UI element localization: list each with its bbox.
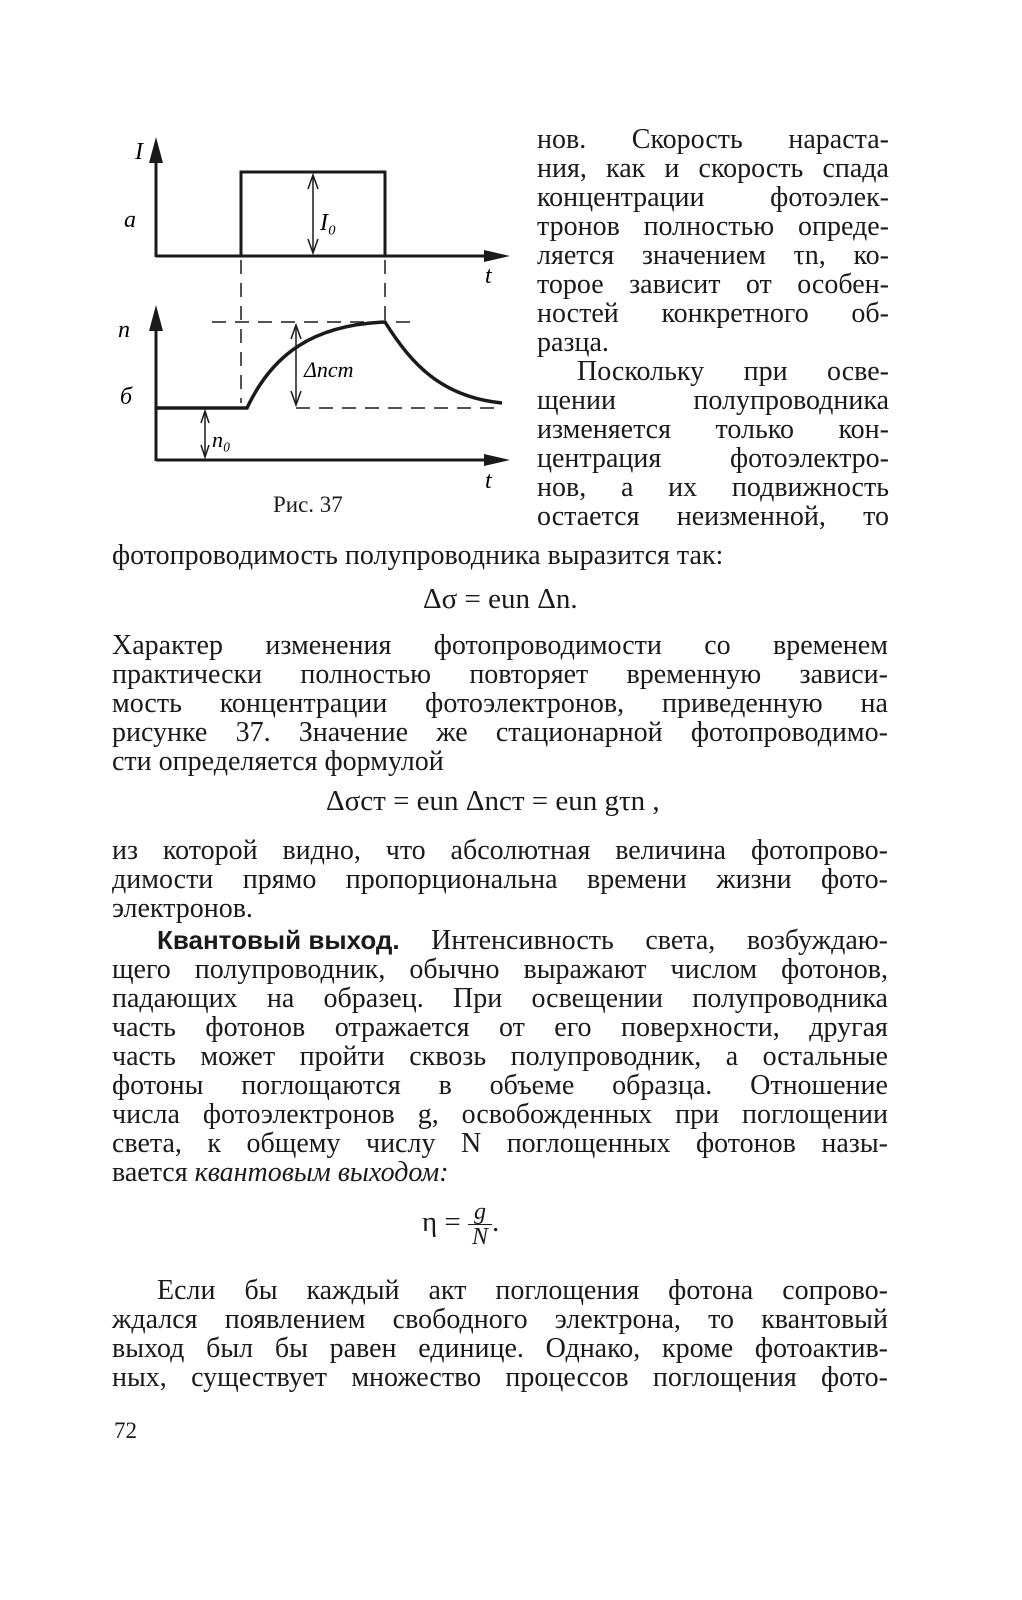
word: существует (191, 1362, 328, 1393)
label-a: а (124, 207, 136, 233)
text-line (112, 1305, 888, 1334)
text-line (112, 1334, 888, 1363)
axis-i-arrow (149, 137, 163, 163)
word: числу (365, 1128, 436, 1159)
word: Отношение (750, 1070, 888, 1101)
word: бы (244, 1275, 278, 1306)
word: которой (162, 835, 258, 866)
word: τn, (793, 240, 826, 271)
text-line (537, 357, 889, 386)
text-line (537, 299, 889, 328)
word: а (725, 1041, 739, 1072)
eq3-denominator: N (472, 1224, 489, 1250)
word: их (668, 472, 698, 503)
word: свободного (392, 1304, 528, 1335)
text-line (112, 747, 888, 776)
text-line (537, 415, 889, 444)
text-line (112, 1100, 888, 1129)
word: поглощения (652, 1362, 797, 1393)
word: освещении (531, 983, 664, 1014)
word: что (385, 835, 426, 866)
word: рисунке (112, 717, 208, 748)
word: Если (157, 1275, 216, 1306)
word: при (675, 1099, 720, 1130)
label-i0: I₀ (320, 210, 337, 236)
word: электронов. (112, 893, 253, 924)
word: поглощенных (506, 1128, 671, 1159)
label-i: I (135, 139, 143, 165)
word: и (664, 153, 680, 184)
word: ностей (537, 298, 619, 329)
word: торое (537, 269, 604, 300)
word: практически (112, 659, 263, 690)
word: обычно (409, 954, 500, 985)
word: вается (112, 1157, 195, 1188)
text-line (537, 444, 889, 473)
text-line (112, 836, 888, 865)
word: прямо (242, 864, 317, 895)
word: кон- (838, 414, 889, 445)
word: выход (112, 1333, 185, 1364)
word: часть (112, 1041, 176, 1072)
word: образец. (323, 983, 424, 1014)
word: фотоэлек- (770, 182, 889, 213)
word: Скорость (631, 124, 743, 155)
word: света, (112, 1128, 182, 1159)
word: Поскольку (577, 356, 705, 387)
text-line (112, 1071, 888, 1100)
word: акт (428, 1275, 467, 1306)
word: нов. (537, 124, 587, 155)
word: фотоэлектронов, (425, 688, 625, 719)
word: фото- (821, 1362, 888, 1393)
word: ных, (112, 1362, 167, 1393)
word: приведенную (661, 688, 823, 719)
page-number: 72 (114, 1418, 137, 1443)
word: Значение (298, 717, 409, 748)
word: объеме (489, 1070, 575, 1101)
figure-caption: Рис. 37 (273, 492, 343, 517)
eq3-numerator: g (468, 1200, 492, 1225)
word: освобожденных (461, 1099, 653, 1130)
word: мость (112, 688, 182, 719)
word: ляется (537, 240, 615, 271)
word: сопрово- (782, 1275, 888, 1306)
text-line (112, 631, 888, 660)
word: фотона (668, 1275, 754, 1306)
para1-last-line (112, 541, 888, 570)
word: поглощения (495, 1275, 640, 1306)
paragraph-3 (112, 836, 888, 923)
axis-t-top-arrow (484, 250, 510, 262)
text-line (112, 865, 888, 894)
word: временем (773, 630, 888, 661)
word: фото- (821, 864, 888, 895)
text-line (112, 926, 888, 955)
text-line (112, 660, 888, 689)
word: опреде- (797, 211, 889, 242)
word: полупроводника (692, 983, 888, 1014)
word: фотоактив- (754, 1333, 888, 1364)
word: фотопрово- (750, 835, 888, 866)
word: каждый (306, 1275, 400, 1306)
word: особен- (797, 269, 889, 300)
word: об- (851, 298, 889, 329)
word: бы (274, 1333, 308, 1364)
word: а (620, 472, 634, 503)
side-text-column (537, 125, 889, 531)
text-line: фотопроводимость полупроводника выразится так: (112, 540, 724, 571)
word: сквозь (409, 1041, 487, 1072)
word: пройти (299, 1041, 385, 1072)
word: жизни (716, 864, 792, 895)
axis-t-bottom-arrow (484, 454, 510, 466)
word: изменения (265, 630, 392, 661)
label-t-bottom: t (485, 468, 492, 494)
word: зависит (629, 269, 721, 300)
word: скорость (698, 153, 804, 184)
word: при (743, 356, 788, 387)
word: конкретного (661, 298, 809, 329)
text-line (112, 1129, 888, 1158)
word: квантовый (761, 1304, 888, 1335)
term-italic: квантовым выходом: (194, 1157, 449, 1188)
word: стационарной (495, 717, 663, 748)
label-n: n (118, 317, 130, 343)
word: со (704, 630, 731, 661)
word: подвижность (731, 472, 889, 503)
word: тронов (537, 211, 620, 242)
text-line (112, 1013, 888, 1042)
text-line (112, 1363, 888, 1392)
word: полупроводника (693, 385, 889, 416)
paragraph-2 (112, 631, 888, 776)
word: фотонов (205, 1012, 306, 1043)
label-b: б (120, 384, 133, 410)
word: остается (537, 501, 640, 532)
word: ния, (537, 153, 587, 184)
paragraph-5 (112, 1276, 888, 1392)
word: N (460, 1128, 482, 1159)
word: падающих (112, 983, 238, 1014)
word: только (715, 414, 794, 445)
word: значением (641, 240, 766, 271)
word: зависи- (799, 659, 888, 690)
text-line (112, 1042, 888, 1071)
eq3-end: . (492, 1206, 500, 1239)
word: остальные (762, 1041, 888, 1072)
word: от (745, 269, 772, 300)
word: образца. (612, 1070, 713, 1101)
word: пропорциональна (345, 864, 558, 895)
word: поглощении (742, 1099, 888, 1130)
word: числом (670, 954, 758, 985)
label-delta-n: Δnст (304, 357, 354, 382)
text-line (112, 718, 888, 747)
word: временную (626, 659, 762, 690)
word: его (554, 1012, 592, 1043)
text-line (537, 212, 889, 241)
word: на (266, 983, 295, 1014)
word: кроме (662, 1333, 734, 1364)
equation-3 (422, 1200, 499, 1249)
eq3-lhs: η = (422, 1206, 461, 1239)
word: электрона, (554, 1304, 681, 1335)
text-line (537, 125, 889, 154)
equation-2: Δσст = eun Δnст = eun gτn , (326, 785, 660, 817)
word: в (438, 1070, 452, 1101)
word: света, (645, 925, 716, 956)
word: полностью (300, 659, 432, 690)
text-line (112, 894, 888, 923)
label-t-top: t (485, 263, 492, 289)
word: от (498, 1012, 525, 1043)
word: центрация (537, 443, 662, 474)
word: поглощаются (241, 1070, 401, 1101)
text-line (537, 386, 889, 415)
word: сти определяется формулой (112, 746, 444, 777)
text-line (537, 241, 889, 270)
word: g, (417, 1099, 439, 1130)
word: разца. (537, 327, 609, 358)
word: может (200, 1041, 276, 1072)
word: фотонов (695, 1128, 796, 1159)
word: фотопроводимо- (690, 717, 888, 748)
section-heading: Квантовый выход. (157, 925, 400, 955)
text-line (112, 984, 888, 1013)
text-line (537, 328, 889, 357)
word: на (860, 688, 888, 719)
word: выражают (523, 954, 647, 985)
word: был (206, 1333, 254, 1364)
word: единице. (418, 1333, 524, 1364)
word: множество (351, 1362, 482, 1393)
word: видно, (282, 835, 361, 866)
word: полупроводник, (194, 954, 386, 985)
eq3-fraction (468, 1200, 492, 1249)
word: фотоны (112, 1070, 204, 1101)
word: времени (587, 864, 687, 895)
word: 37. (235, 717, 271, 748)
axis-n-arrow (149, 305, 163, 331)
word: назы- (821, 1128, 888, 1159)
word: спада (822, 153, 889, 184)
word: полностью (643, 211, 775, 242)
word: то (708, 1304, 734, 1335)
text-line (112, 955, 888, 984)
text-line (537, 154, 889, 183)
text-line (537, 270, 889, 299)
text-line (112, 689, 888, 718)
word: неизменной, (676, 501, 826, 532)
word: изменяется (537, 414, 671, 445)
word: нов, (537, 472, 587, 503)
word: концентрации (537, 182, 705, 213)
label-n0: n₀ (212, 427, 231, 452)
word: общему (246, 1128, 341, 1159)
word: к (207, 1128, 222, 1159)
text-line (112, 1276, 888, 1305)
word: Однако, (545, 1333, 641, 1364)
word: щего (112, 954, 171, 985)
panel-b (118, 305, 510, 494)
word: фотонов, (781, 954, 888, 985)
word: возбуждаю- (746, 925, 888, 956)
word: фотоэлектронов (202, 1099, 395, 1130)
word: как (606, 153, 646, 184)
word: абсолютная (450, 835, 591, 866)
word: осве- (827, 356, 889, 387)
word: отражается (334, 1012, 470, 1043)
word: ко- (853, 240, 889, 271)
word: процессов (505, 1362, 629, 1393)
word: димости (112, 864, 214, 895)
word: Характер (112, 630, 223, 661)
text-line (112, 1158, 888, 1187)
word: фотоэлектро- (729, 443, 889, 474)
equation-1: Δσ = eun Δn. (423, 583, 578, 615)
word: же (436, 717, 468, 748)
pulse-line (156, 172, 385, 256)
text-line (537, 502, 889, 531)
word: другая (809, 1012, 888, 1043)
word: полупроводник, (510, 1041, 702, 1072)
word: щении (537, 385, 616, 416)
word: из (112, 835, 139, 866)
word: нараста- (788, 124, 889, 155)
word: появлением (224, 1304, 366, 1335)
word: ждался (112, 1304, 198, 1335)
word: числа (112, 1099, 180, 1130)
word: поверхности, (620, 1012, 780, 1043)
word: Интенсивность (431, 925, 614, 956)
word: величина (615, 835, 727, 866)
word: часть (112, 1012, 176, 1043)
word: фотопроводимости (433, 630, 662, 661)
text-line (537, 183, 889, 212)
text-line (537, 473, 889, 502)
paragraph-4 (112, 926, 888, 1187)
word: то (863, 501, 889, 532)
word: равен (329, 1333, 397, 1364)
word: При (452, 983, 503, 1014)
panel-a (124, 137, 510, 289)
word: повторяет (469, 659, 589, 690)
word: концентрации (219, 688, 388, 719)
